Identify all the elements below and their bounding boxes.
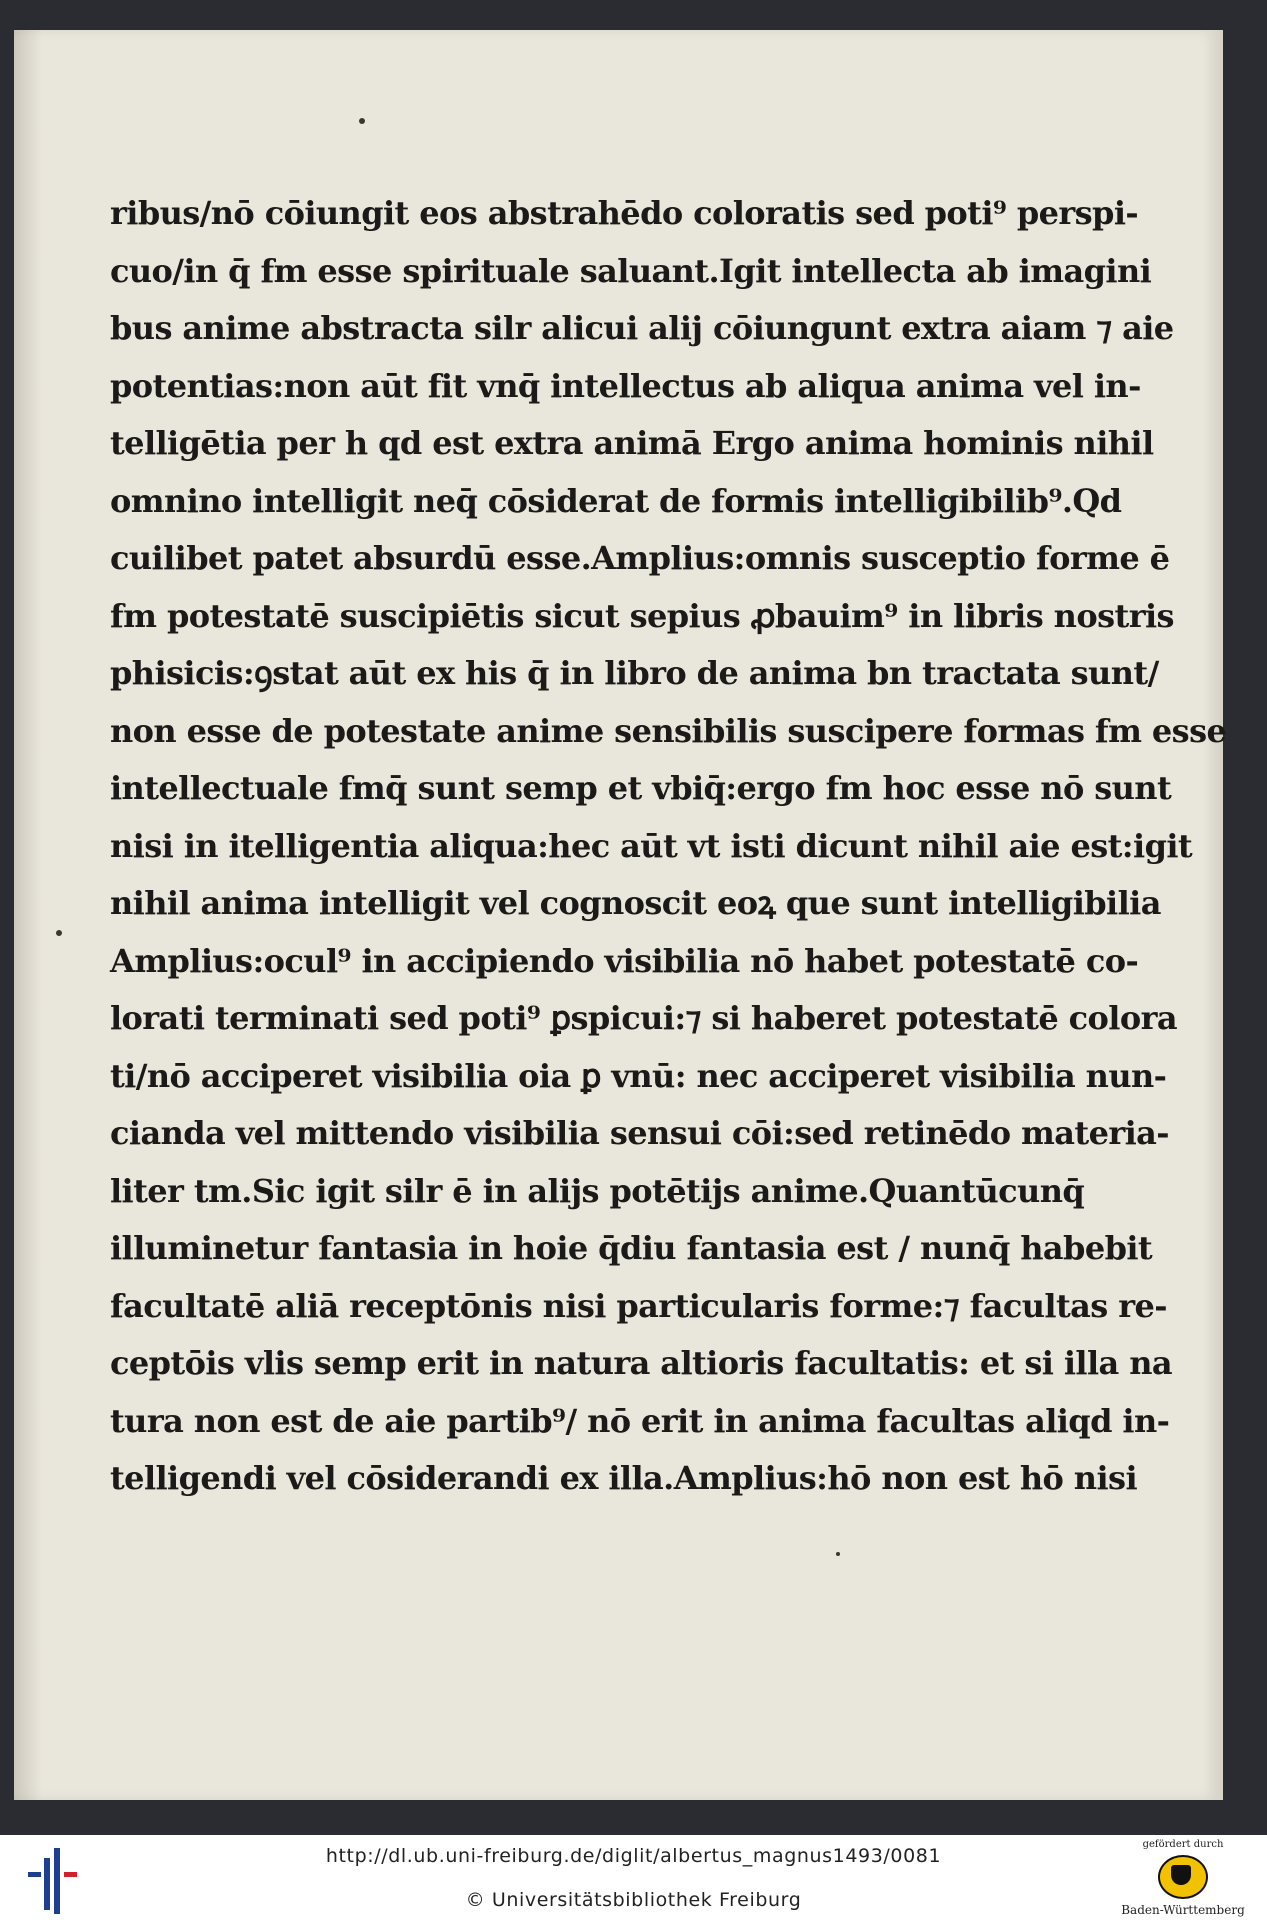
- text-line: telligendi vel cōsiderandi ex illa.Amplius:hō non est hō nisi: [110, 1459, 1137, 1497]
- text-line: cuilibet patet absurdū esse.Amplius:omnis susceptio forme ē: [110, 539, 1170, 577]
- document-url[interactable]: http://dl.ub.uni-freiburg.de/diglit/albertus_magnus1493/0081: [325, 1845, 942, 1867]
- ink-speck: [836, 1552, 840, 1556]
- ink-speck: [359, 118, 365, 124]
- text-line: nihil anima intelligit vel cognoscit eoꝝ que sunt intelligibilia: [110, 884, 1161, 922]
- text-line: lorati terminati sed poti⁹ ꝑspicui:⁊ si haberet potestatē colora: [110, 999, 1177, 1037]
- ink-speck: [56, 930, 62, 936]
- text-line: potentias:non aūt fit vnq̄ intellectus ab aliqua anima vel in-: [110, 366, 1141, 405]
- text-line: intellectuale fmq̄ sunt semp et vbiq̄:ergo fm hoc esse nō sunt: [110, 769, 1172, 807]
- text-line: tura non est de aie partib⁹/ nō erit in anima facultas aliqd in-: [110, 1401, 1170, 1440]
- book-page: [14, 30, 1227, 1800]
- text-line: bus anime abstracta silr alicui alij cōiungunt extra aiam ⁊ aie: [110, 309, 1174, 347]
- text-line: cuo/in q̄ fm esse spirituale saluant.Igit intellecta ab imagini: [110, 251, 1152, 290]
- text-line: omnino intelligit neq̄ cōsiderat de formis intelligibilib⁹.Qd: [110, 481, 1122, 520]
- text-line: non esse de potestate anime sensibilis suscipere formas fm esse: [110, 711, 1227, 750]
- text-line: phisicis:ꝯstat aūt ex his q̄ in libro de anima bn tractata sunt/: [110, 654, 1159, 692]
- sponsor-badge: [1118, 1839, 1248, 1925]
- text-line: fm potestatē suscipiētis sicut sepius ꝓbauim⁹ in libris nostris: [110, 596, 1174, 635]
- text-line: ribus/nō cōiungit eos abstrahēdo coloratis sed poti⁹ perspi-: [110, 194, 1139, 232]
- viewer-footer: [0, 1835, 1267, 1927]
- page-text-block: [110, 185, 1227, 1508]
- text-line: Amplius:ocul⁹ in accipiendo visibilia nō habet potestatē co-: [110, 941, 1139, 980]
- text-line: ceptōis vlis semp erit in natura altioris facultatis: et si illa na: [110, 1344, 1173, 1382]
- text-line: cianda vel mittendo visibilia sensui cōi:sed retinēdo materia-: [110, 1114, 1169, 1152]
- text-line: facultatē aliā receptōnis nisi particularis forme:⁊ facultas re-: [110, 1286, 1167, 1325]
- coat-of-arms-icon: [1158, 1855, 1208, 1899]
- sponsor-caption: gefördert durch: [1142, 1839, 1224, 1850]
- text-line: telligētia per h qd est extra animā Ergo anima hominis nihil: [110, 424, 1154, 462]
- text-line: ti/nō acciperet visibilia oia ꝑ vnū: nec acciperet visibilia nun-: [110, 1056, 1167, 1095]
- text-line: nisi in itelligentia aliqua:hec aūt vt isti dicunt nihil aie est:igit: [110, 826, 1193, 865]
- text-line: illuminetur fantasia in hoie q̄diu fantasia est / nunq̄ habebit: [110, 1229, 1153, 1267]
- copyright-notice: © Universitätsbibliothek Freiburg: [465, 1889, 802, 1911]
- sponsor-name: Baden-Württemberg: [1121, 1903, 1245, 1917]
- text-line: liter tm.Sic igit silr ē in alijs potētijs anime.Quantūcunq̄: [110, 1171, 1085, 1210]
